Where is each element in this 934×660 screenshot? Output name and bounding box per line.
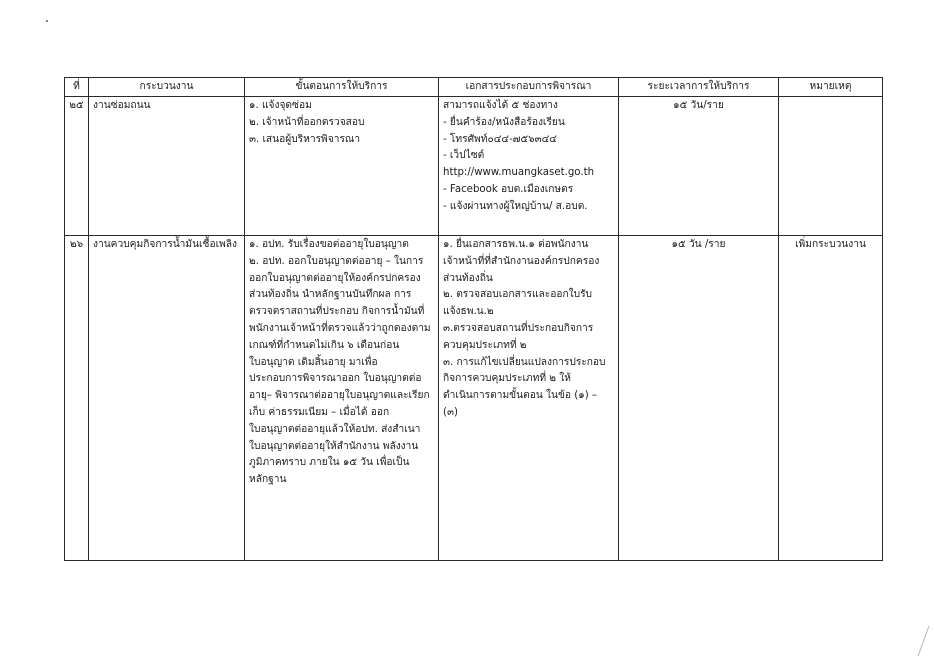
row-duration: ๑๕ วัน/ราย bbox=[619, 97, 779, 236]
step-line: เก็บ ค่าธรรมเนียม – เมื่อได้ ออก bbox=[249, 406, 390, 418]
step-line: ใบอนุญาต เดิมสิ้นอายุ มาเพื่อ bbox=[249, 356, 378, 368]
row-remark: เพิ่มกระบวนงาน bbox=[779, 236, 883, 561]
header-remark: หมายเหตุ bbox=[779, 78, 883, 97]
document-line: - ยื่นคำร้อง/หนังสือร้องเรียน bbox=[443, 116, 565, 128]
website-url: http://www.muangkaset.go.th bbox=[443, 167, 595, 179]
document-line: ดำเนินการตามขั้นตอน ในข้อ (๑) – bbox=[443, 390, 598, 402]
row-remark bbox=[779, 97, 883, 236]
page-edge-mark bbox=[908, 626, 930, 656]
header-duration: ระยะเวลาการให้บริการ bbox=[619, 78, 779, 97]
document-line: กิจการควบคุมประเภทที่ ๒ ให้ bbox=[443, 373, 571, 385]
document-line: ๓.ตรวจสอบสถานที่ประกอบกิจการ bbox=[443, 322, 594, 334]
row-no: ๒๕ bbox=[65, 97, 89, 236]
step-line: ๓. เสนอผู้บริหารพิจารณา bbox=[249, 133, 361, 145]
step-line: ๒. เจ้าหน้าที่ออกตรวจสอบ bbox=[249, 116, 365, 128]
row-steps bbox=[245, 97, 439, 236]
header-process: กระบวนงาน bbox=[89, 78, 245, 97]
row-no: ๒๖ bbox=[65, 236, 89, 561]
step-line: ตรวจตราสถานที่ประกอบ กิจการน้ำมันที่ bbox=[249, 306, 425, 318]
row-process: งานซ่อมถนน bbox=[89, 97, 245, 236]
step-line: ๑. แจ้งจุดซ่อม bbox=[249, 100, 312, 111]
row-documents bbox=[439, 97, 619, 236]
header-documents: เอกสารประกอบการพิจารณา bbox=[439, 78, 619, 97]
step-line: ส่วนท้องถิ่น นำหลักฐานบันทึกผล การ bbox=[249, 289, 412, 301]
document-line: ๒. ตรวจสอบเอกสารและออกใบรับ bbox=[443, 289, 593, 301]
document-line: เจ้าหน้าที่ที่สำนักงานองค์กรปกครอง bbox=[443, 255, 600, 267]
service-process-table bbox=[64, 77, 883, 561]
step-line: ใบอนุญาตต่ออายุให้สำนักงาน พลังงาน bbox=[249, 440, 419, 452]
header-no: ที่ bbox=[65, 78, 89, 97]
step-line: ใบอนุญาตต่ออายุแล้วให้อปท. ส่งสำเนา bbox=[249, 423, 421, 435]
step-line: อายุ– พิจารณาต่ออายุใบอนุญาตและเรียก bbox=[249, 390, 430, 402]
row-duration: ๑๕ วัน /ราย bbox=[619, 236, 779, 561]
header-steps: ขั้นตอนการให้บริการ bbox=[245, 78, 439, 97]
table-row bbox=[65, 236, 883, 561]
step-line: ออกใบอนุญาตต่ออายุให้องค์กรปกครอง bbox=[249, 272, 421, 284]
document-line: แจ้งธพ.น.๒ bbox=[443, 306, 494, 318]
step-line: เกณฑ์ที่กำหนดไม่เกิน ๖ เดือนก่อน bbox=[249, 339, 400, 351]
row-steps bbox=[245, 236, 439, 561]
row-process: งานควบคุมกิจการน้ำมันเชื้อเพลิง bbox=[89, 236, 245, 561]
document-line: - Facebook อบต.เมืองเกษตร bbox=[443, 183, 574, 195]
step-line: หลักฐาน bbox=[249, 474, 287, 486]
step-line: ๑. อปท. รับเรื่องขอต่ออายุใบอนุญาต bbox=[249, 239, 409, 250]
step-line: ภูมิภาคทราบ ภายใน ๑๕ วัน เพื่อเป็น bbox=[249, 457, 410, 469]
document-line: ส่วนท้องถิ่น bbox=[443, 272, 493, 284]
step-line: พนักงานเจ้าหน้าที่ตรวจแล้วว่าถูกตองตาม bbox=[249, 322, 431, 334]
document-line: - แจ้งผ่านทางผู้ใหญ่บ้าน/ ส.อบต. bbox=[443, 200, 588, 212]
document-line: - โทรศัพท์๐๔๔-๗๕๖๓๔๔ bbox=[443, 133, 558, 145]
document-line: ๓. การแก้ไขเปลี่ยนแปลงการประกอบ bbox=[443, 356, 606, 368]
step-line: ๒. อปท. ออกใบอนุญาตต่ออายุ – ในการ bbox=[249, 255, 424, 267]
document-line: สามารถแจ้งได้ ๕ ช่องทาง bbox=[443, 100, 558, 111]
document-line: (๓) bbox=[443, 406, 458, 418]
table-row bbox=[65, 97, 883, 236]
table-header-row bbox=[65, 78, 883, 97]
row-documents bbox=[439, 236, 619, 561]
document-line: ๑. ยื่นเอกสารธพ.น.๑ ต่อพนักงาน bbox=[443, 239, 589, 250]
document-line: ควบคุมประเภทที่ ๒ bbox=[443, 339, 527, 351]
scan-speck bbox=[46, 20, 48, 22]
document-line: - เว็ปไซต์ bbox=[443, 150, 485, 162]
step-line: ประกอบการพิจารณาออก ใบอนุญาตต่อ bbox=[249, 373, 422, 385]
